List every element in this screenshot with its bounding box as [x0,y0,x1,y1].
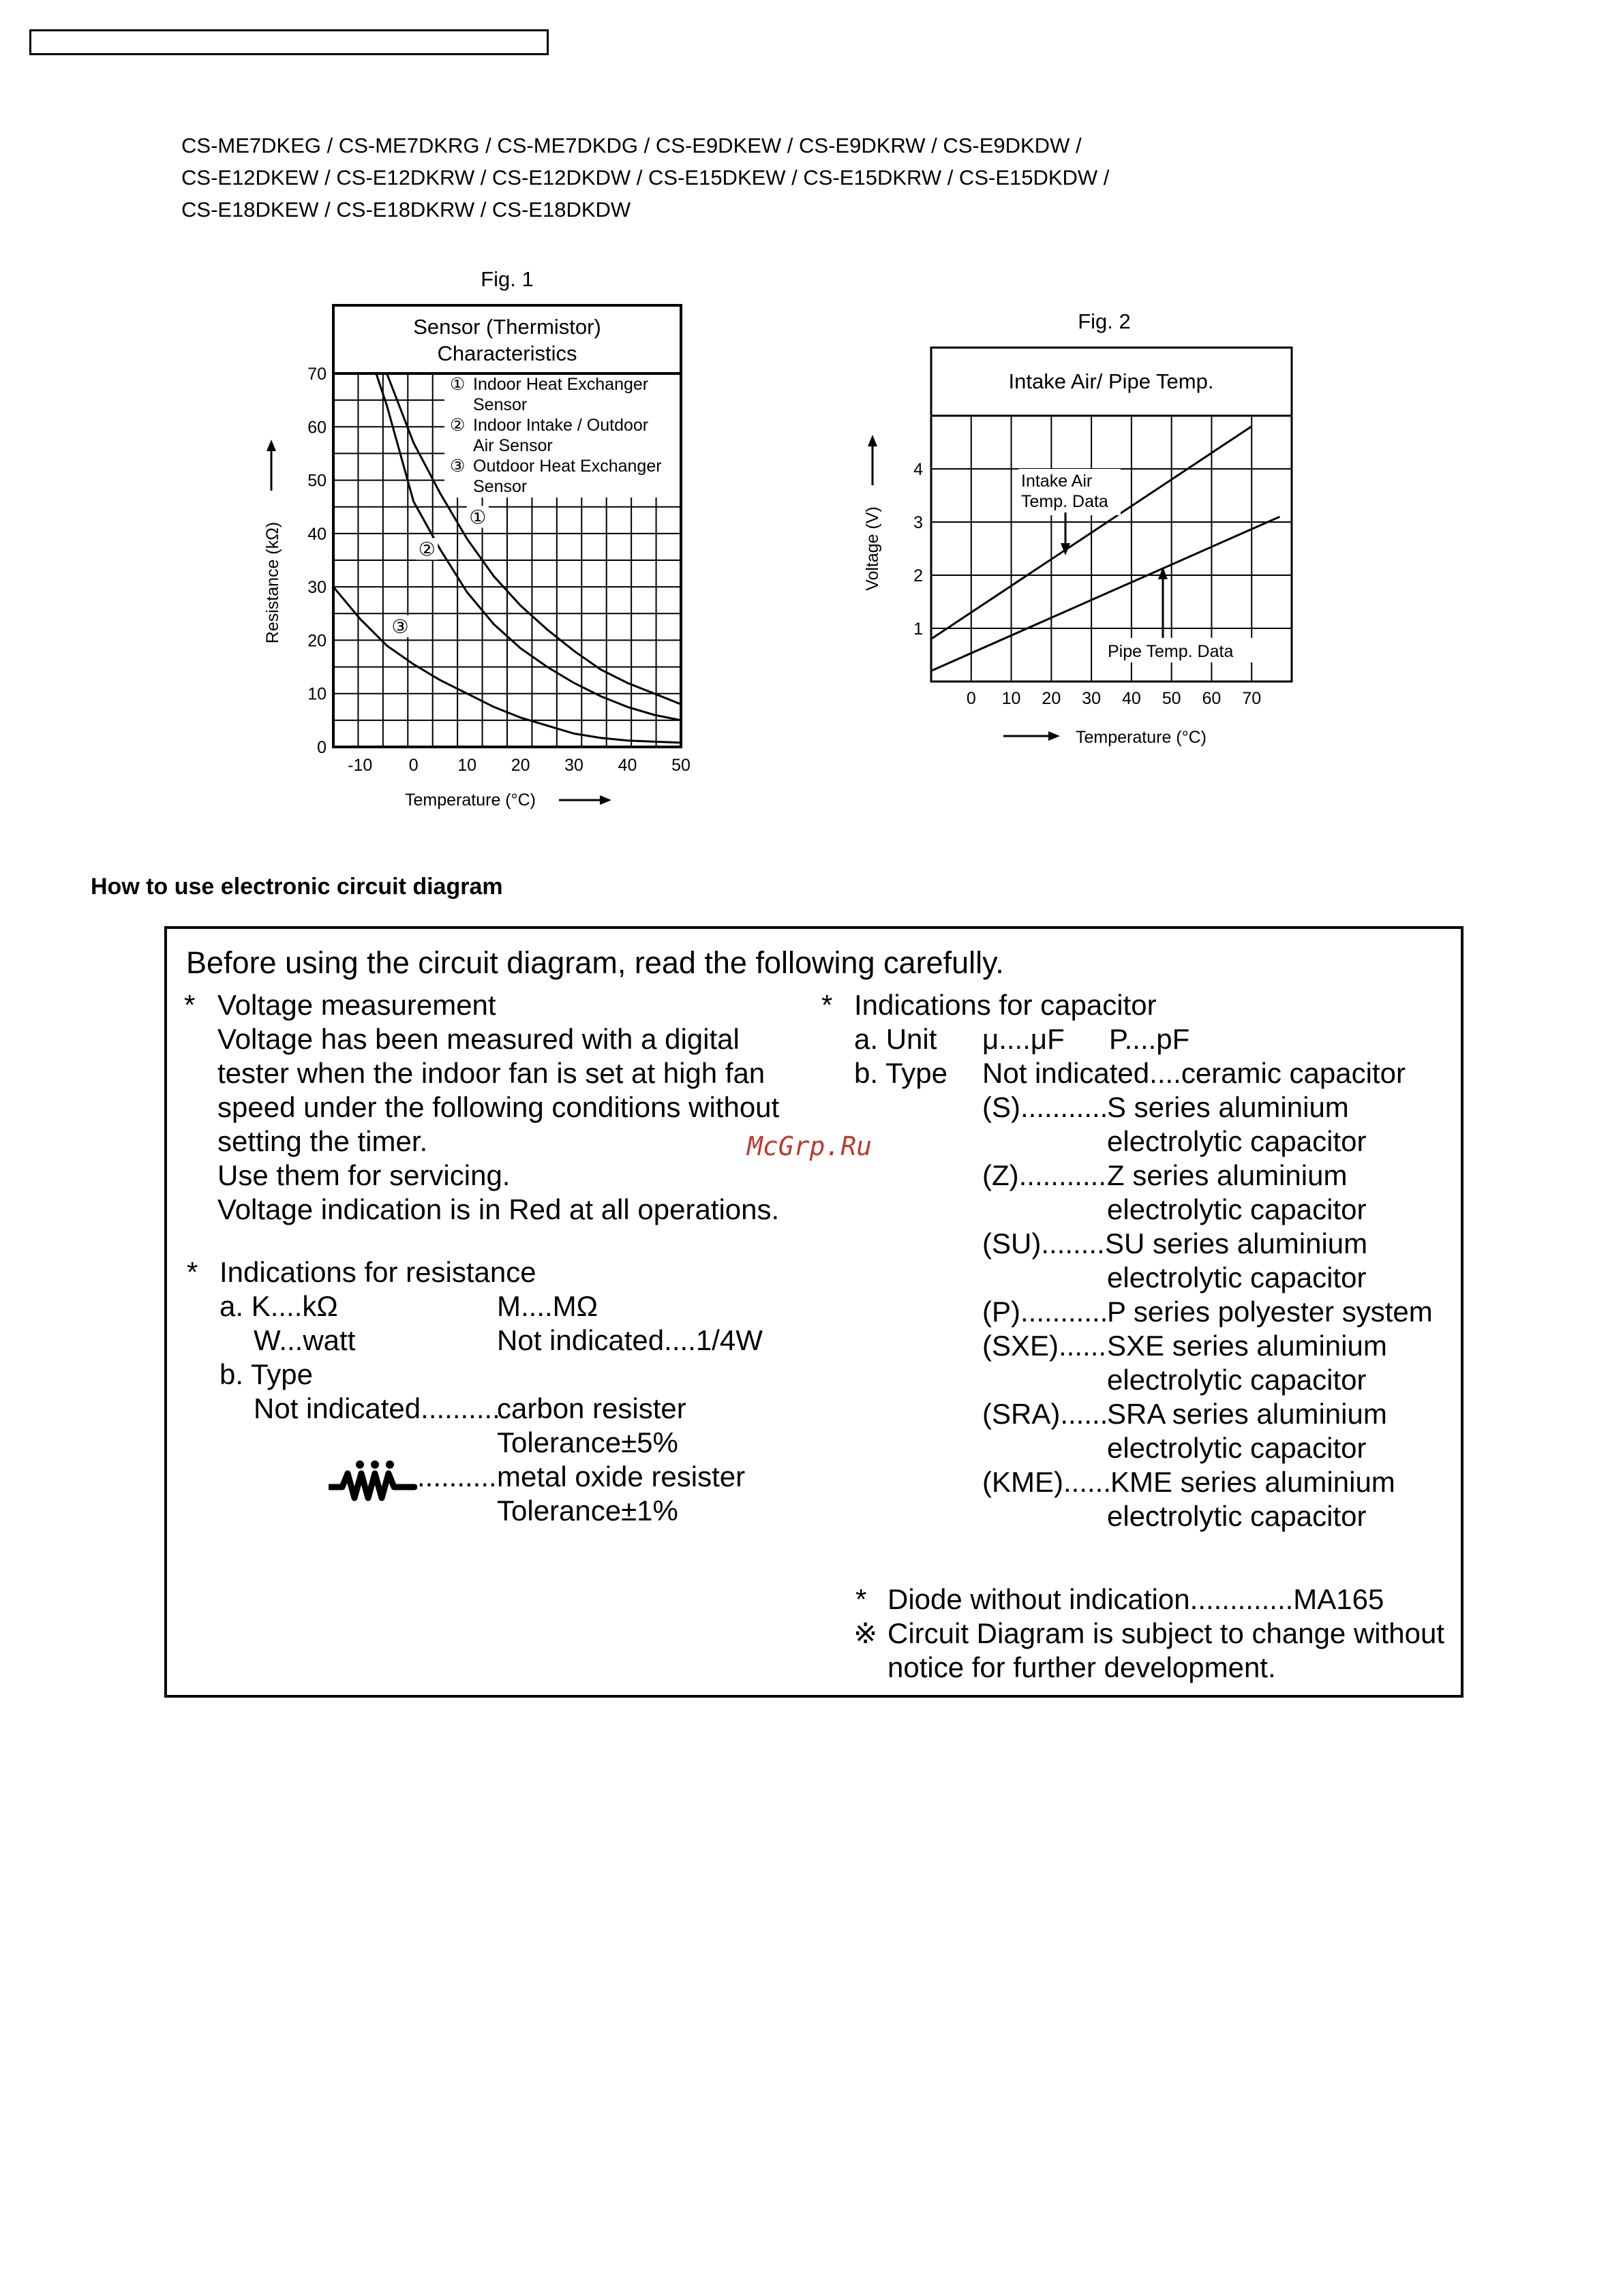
resistance-unit-default: Not indicated....1/4W [497,1324,763,1356]
fig1-annotation-2: ② [418,538,436,561]
change-note-symbol: ※ [853,1617,878,1649]
resistance-unit-m: M....MΩ [497,1290,598,1322]
fig2-x-ticks [967,689,1261,708]
fig2-x-tick-label: 50 [1162,689,1181,708]
voltage-line-1: Voltage has been measured with a digital [217,1023,740,1055]
fig1-y-tick-label: 70 [307,365,327,384]
voltage-line-6: Voltage indication is in Red at all operations. [217,1193,780,1225]
capacitor-s-desc-1: S series aluminium [1107,1091,1349,1123]
capacitor-unit-micro: μ....μF [982,1023,1065,1055]
fig1-x-tick-label: 40 [618,756,637,775]
fig2-title: Intake Air/ Pipe Temp. [1008,369,1214,393]
watermark: McGrp.Ru [747,1131,873,1161]
capacitor-kme-desc-1: KME series aluminium [1110,1466,1395,1498]
fig2-lines [931,427,1279,671]
resistance-carbon: carbon resister [497,1392,686,1424]
capacitor-bullet: * [821,989,833,1021]
fig2-pipe-label: Pipe Temp. Data [1108,642,1234,661]
capacitor-p-code: (P)........... [982,1296,1108,1328]
fig2-x-tick-label: 60 [1202,689,1222,708]
resistance-metal-key: .......... [417,1460,497,1493]
fig1-y-tick-label: 10 [307,684,327,704]
fig2-x-tick-label: 30 [1082,689,1102,708]
legend-1-line-1: Indoor Heat Exchanger [473,375,649,394]
fig2-y-tick-label: 4 [913,460,923,479]
resistance-title: Indications for resistance [219,1256,536,1288]
fig1-x-axis-label: Temperature (°C) [405,791,536,810]
fig2-x-axis-arrow [1003,731,1060,741]
capacitor-p-desc-1: P series polyester system [1107,1296,1433,1328]
voltage-line-3: speed under the following conditions without [217,1091,780,1123]
fig1-annotation-3: ③ [391,615,409,638]
legend-3-line-1: Outdoor Heat Exchanger [473,457,662,476]
voltage-title: Voltage measurement [217,989,496,1021]
voltage-line-4: setting the timer. [217,1125,428,1157]
capacitor-title: Indications for capacitor [854,989,1157,1021]
fig1-x-tick-label: 30 [564,756,583,775]
voltage-bullet: * [184,989,196,1021]
fig2-intake-label-2: Temp. Data [1021,492,1108,511]
fig2-x-tick-label: 10 [1001,689,1021,708]
model-line-2: CS-E12DKEW / CS-E12DKRW / CS-E12DKDW / CS-E15DKEW / CS-E15DKRW / CS-E15DKDW / [181,166,1110,189]
fig1-x-tick-label: 0 [408,756,419,775]
resistance-metal: metal oxide resister [497,1460,746,1493]
fig2-x-tick-label: 20 [1042,689,1061,708]
legend-3-marker: ③ [450,457,466,476]
section-title: How to use electronic circuit diagram [91,874,503,900]
capacitor-type-default: Not indicated....ceramic capacitor [982,1057,1406,1089]
capacitor-su-desc-1: SU series aluminium [1105,1227,1368,1259]
capacitor-kme-code: (KME)...... [982,1466,1111,1498]
capacitor-kme-desc-2: electrolytic capacitor [1107,1500,1367,1532]
resistance-type-label: b. Type [219,1358,313,1390]
fig2-y-tick-label: 2 [913,566,923,585]
fig2-x-tick-label: 0 [966,689,976,708]
metal-oxide-resistor-icon [329,1458,417,1506]
fig1-y-tick-label: 50 [307,471,327,491]
resistance-bullet: * [187,1256,198,1288]
legend-3-line-2: Sensor [473,477,528,496]
capacitor-sxe-code: (SXE)...... [982,1330,1107,1362]
fig2-label: Fig. 2 [1078,309,1131,333]
fig2-y-axis-label: Voltage (V) [863,506,882,591]
fig2-x-tick-label: 70 [1242,689,1262,708]
fig2-intake-arrow [1061,512,1070,555]
capacitor-sra-code: (SRA)...... [982,1398,1108,1430]
capacitor-sra-desc-1: SRA series aluminium [1107,1398,1387,1430]
fig1-title-line-2: Characteristics [437,341,577,365]
legend-2-line-2: Air Sensor [473,436,553,455]
capacitor-unit-pico: P....pF [1109,1023,1190,1055]
fig1-y-tick-label: 20 [307,631,327,651]
fig2-y-tick-label: 3 [913,513,923,532]
resistance-unit-w: W...watt [254,1324,356,1356]
fig1-x-tick-label: -10 [348,756,373,775]
capacitor-z-desc-1: Z series aluminium [1107,1159,1348,1191]
fig2-x-axis-label: Temperature (°C) [1076,728,1207,747]
fig1-x-tick-label: 50 [671,756,691,775]
change-note-line-1: Circuit Diagram is subject to change without [888,1617,1445,1649]
voltage-line-2: tester when the indoor fan is set at high fan [217,1057,765,1089]
voltage-line-5: Use them for servicing. [217,1159,511,1191]
resistance-unit-k: a. K....kΩ [219,1290,338,1322]
capacitor-s-code: (S)........... [982,1091,1108,1123]
resistance-carbon-key: Not indicated.......... [254,1392,500,1424]
fig1-x-tick-label: 20 [511,756,530,775]
capacitor-z-desc-2: electrolytic capacitor [1107,1193,1367,1225]
fig1-title-line-1: Sensor (Thermistor) [413,315,601,339]
capacitor-su-code: (SU)........ [982,1227,1105,1259]
notice-heading: Before using the circuit diagram, read the following carefully. [186,945,1004,980]
capacitor-unit-label: a. Unit [854,1023,937,1055]
fig1-x-tick-label: 10 [457,756,477,775]
resistance-carbon-tolerance: Tolerance±5% [497,1426,678,1458]
legend-1-line-2: Sensor [473,395,528,414]
fig1-y-tick-label: 30 [307,578,327,598]
resistance-metal-tolerance: Tolerance±1% [497,1495,678,1527]
capacitor-sxe-desc-1: SXE series aluminium [1107,1330,1387,1362]
capacitor-type-label: b. Type [854,1057,947,1089]
fig2-y-ticks [913,460,923,639]
capacitor-z-code: (Z)........... [982,1159,1106,1191]
fig2-chart [0,0,1623,859]
legend-1-marker: ① [450,375,466,394]
fig2-y-tick-label: 1 [913,619,923,639]
fig2-x-tick-label: 40 [1121,689,1141,708]
fig1-y-axis-label: Resistance (kΩ) [263,521,282,644]
capacitor-s-desc-2: electrolytic capacitor [1107,1125,1367,1157]
fig1-label: Fig. 1 [481,267,534,291]
diode-bullet: * [855,1583,867,1615]
change-note-line-2: notice for further development. [888,1651,1276,1683]
capacitor-su-desc-2: electrolytic capacitor [1107,1261,1367,1294]
fig2-intake-label-1: Intake Air [1021,472,1093,491]
fig1-annotation-1: ① [469,506,487,529]
model-line-1: CS-ME7DKEG / CS-ME7DKRG / CS-ME7DKDG / CS-E9DKEW / CS-E9DKRW / CS-E9DKDW / [181,134,1082,157]
legend-2-marker: ② [450,416,466,435]
model-line-3: CS-E18DKEW / CS-E18DKRW / CS-E18DKDW [181,198,631,221]
fig1-y-tick-label: 40 [307,524,327,544]
diode-note: Diode without indication.............MA165 [888,1583,1384,1615]
fig2-y-axis-arrow [868,435,877,485]
capacitor-sra-desc-2: electrolytic capacitor [1107,1432,1367,1464]
fig1-y-tick-label: 0 [317,738,327,757]
capacitor-sxe-desc-2: electrolytic capacitor [1107,1364,1367,1396]
fig2-pipe-arrow [1158,567,1168,638]
legend-2-line-1: Indoor Intake / Outdoor [473,416,649,435]
fig1-y-tick-label: 60 [307,418,327,438]
